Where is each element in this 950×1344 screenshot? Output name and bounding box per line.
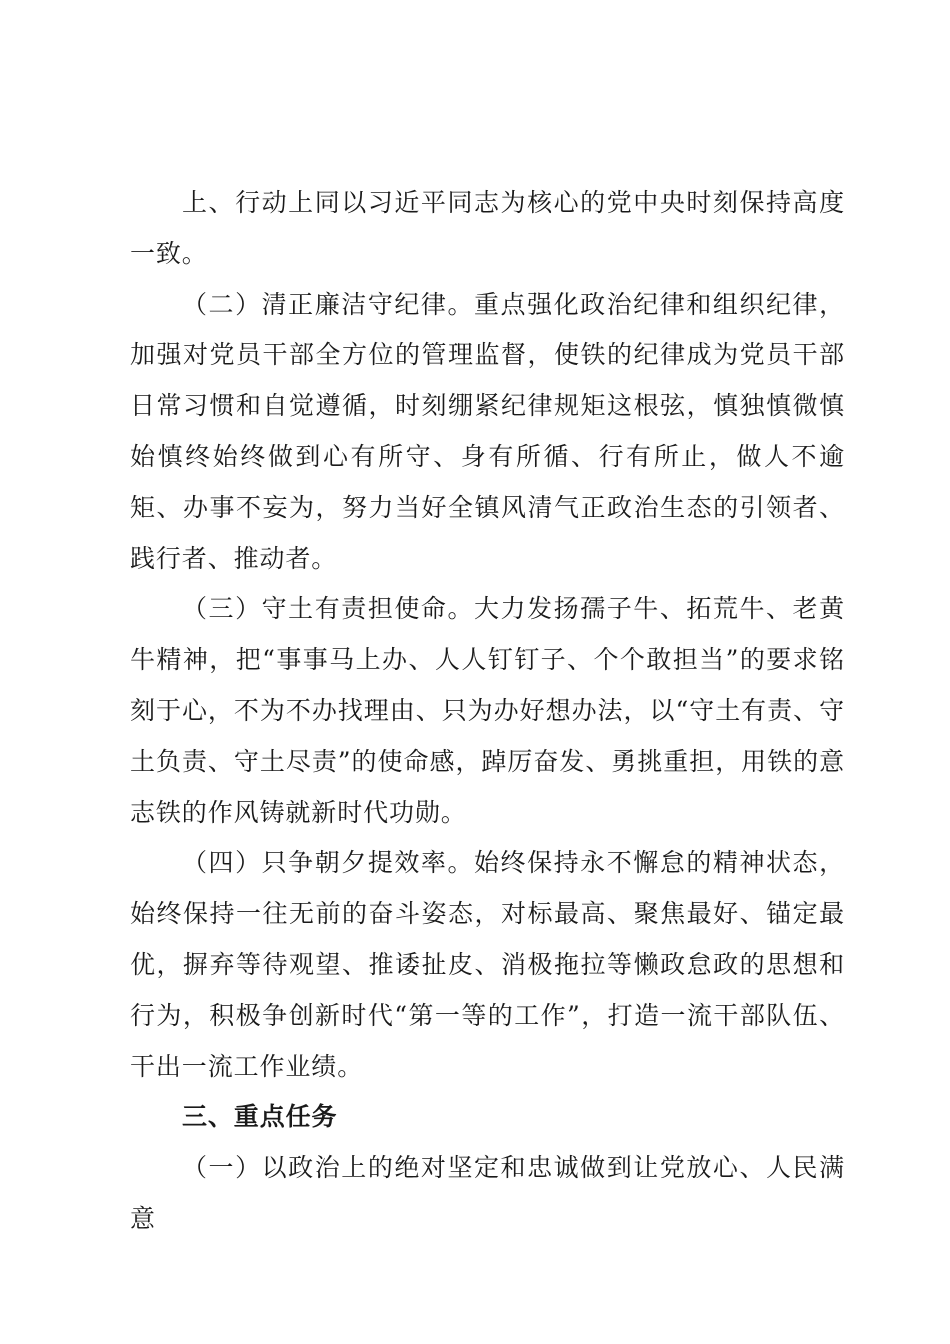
paragraph-political-loyalty: （一）以政治上的绝对坚定和忠诚做到让党放心、人民满意 <box>130 1153 845 1233</box>
document-body <box>130 178 845 1245</box>
section-heading: 三、重点任务 <box>182 1102 338 1132</box>
paragraph-responsibility: （三）守土有责担使命。大力发扬孺子牛、拓荒牛、老黄牛精神，把“事事马上办、人人钉钉子、个个敢担当”的要求铭刻于心，不为不办找理由、只为办好想办法，以“守土有责、守土负责、守土尽责”的使命感，踔厉奋发、勇挑重担，用铁的意志铁的作风铸就新时代功勋。 <box>130 594 845 827</box>
paragraph-discipline: （二）清正廉洁守纪律。重点强化政治纪律和组织纪律，加强对党员干部全方位的管理监督，使铁的纪律成为党员干部日常习惯和自觉遵循，时刻绷紧纪律规矩这根弦，慎独慎微慎始慎终始终做到心有所守、身有所循、行有所止，做人不逾矩、办事不妄为，努力当好全镇风清气正政治生态的引领者、践行者、推动者。 <box>130 289 845 573</box>
paragraph-continuation: 上、行动上同以习近平同志为核心的党中央时刻保持高度一致。 <box>130 188 845 268</box>
paragraph-efficiency: （四）只争朝夕提效率。始终保持永不懈怠的精神状态，始终保持一往无前的奋斗姿态，对标最高、聚焦最好、锚定最优，摒弃等待观望、推诿扯皮、消极拖拉等懒政怠政的思想和行为，积极争创新时代“第一等的工作”，打造一流干部队伍、干出一流工作业绩。 <box>130 848 845 1081</box>
